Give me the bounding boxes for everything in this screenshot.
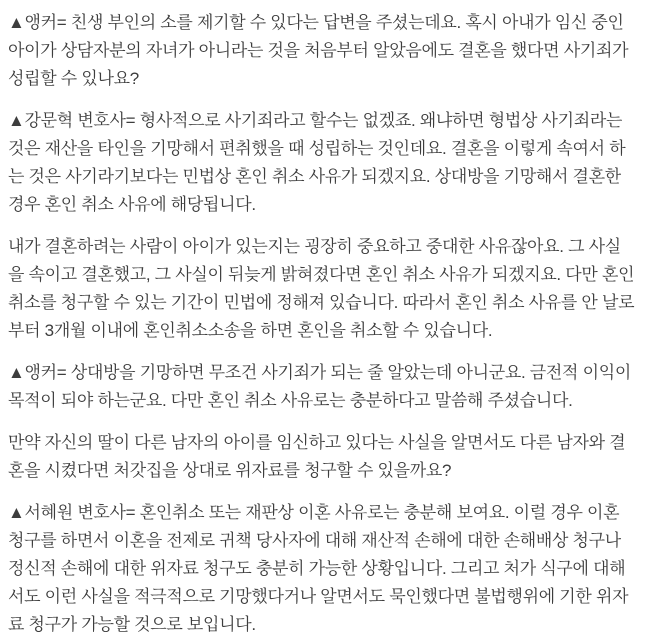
article-paragraph-anchor-question-1: ▲앵커= 친생 부인의 소를 제기할 수 있다는 답변을 주셨는데요. 혹시 아내가 임신 중인 아이가 상담자분의 자녀가 아니라는 것을 처음부터 알았음에도 결혼을 했다면 사기죄가 성립할 수 있나요? — [8, 13, 629, 88]
article-paragraph-anchor-question-2: 만약 자신의 딸이 다른 남자의 아이를 임신하고 있다는 사실을 알면서도 다른 남자와 결혼을 시켰다면 처갓집을 상대로 위자료를 청구할 수 있을까요? — [8, 433, 626, 480]
article-paragraph-lawyer-kang-answer: ▲강문혁 변호사= 형사적으로 사기죄라고 할수는 없겠죠. 왜냐하면 형법상 사기죄라는 것은 재산을 타인을 기망해서 편취했을 때 성립하는 것인데요. 결혼을 이렇게 속여서 하는 것은 사기라기보다는 민법상 혼인 취소 사유가 되겠지요. 상대방을 기망해서 결혼한 경우 혼인 취소 사유에 해당됩니다. — [8, 111, 626, 214]
article-paragraph-lawyer-kang-answer-cont: 내가 결혼하려는 사람이 아이가 있는지는 굉장히 중요하고 중대한 사유잖아요. 그 사실을 속이고 결혼했고, 그 사실이 뒤늦게 밝혀졌다면 혼인 취소 사유가 되겠지요. 다만 혼인 취소를 청구할 수 있는 기간이 민법에 정해져 있습니다. 따라서 혼인 취소 사유를 안 날로부터 3개월 이내에 혼인취소소송을 하면 혼인을 취소할 수 있습니다. — [8, 237, 635, 340]
article-paragraph-anchor-comment: ▲앵커= 상대방을 기망하면 무조건 사기죄가 되는 줄 알았는데 아니군요. 금전적 이익이 목적이 되야 하는군요. 다만 혼인 취소 사유로는 충분하다고 말씀해 주셨습니다. — [8, 363, 631, 410]
article-paragraph-lawyer-seo-answer: ▲서혜원 변호사= 혼인취소 또는 재판상 이혼 사유로는 충분해 보여요. 이럴 경우 이혼 청구를 하면서 이혼을 전제로 귀책 당사자에 대해 재산적 손해에 대한 손해배상 청구나 정신적 손해에 대한 위자료 청구도 충분히 가능한 상황입니다. 그리고 처가 식구에 대해서도 이런 사실을 적극적으로 기망했다거나 알면서도 묵인했다면 불법행위에 기한 위자료 청구가 가능할 것으로 보입니다. — [8, 503, 629, 634]
